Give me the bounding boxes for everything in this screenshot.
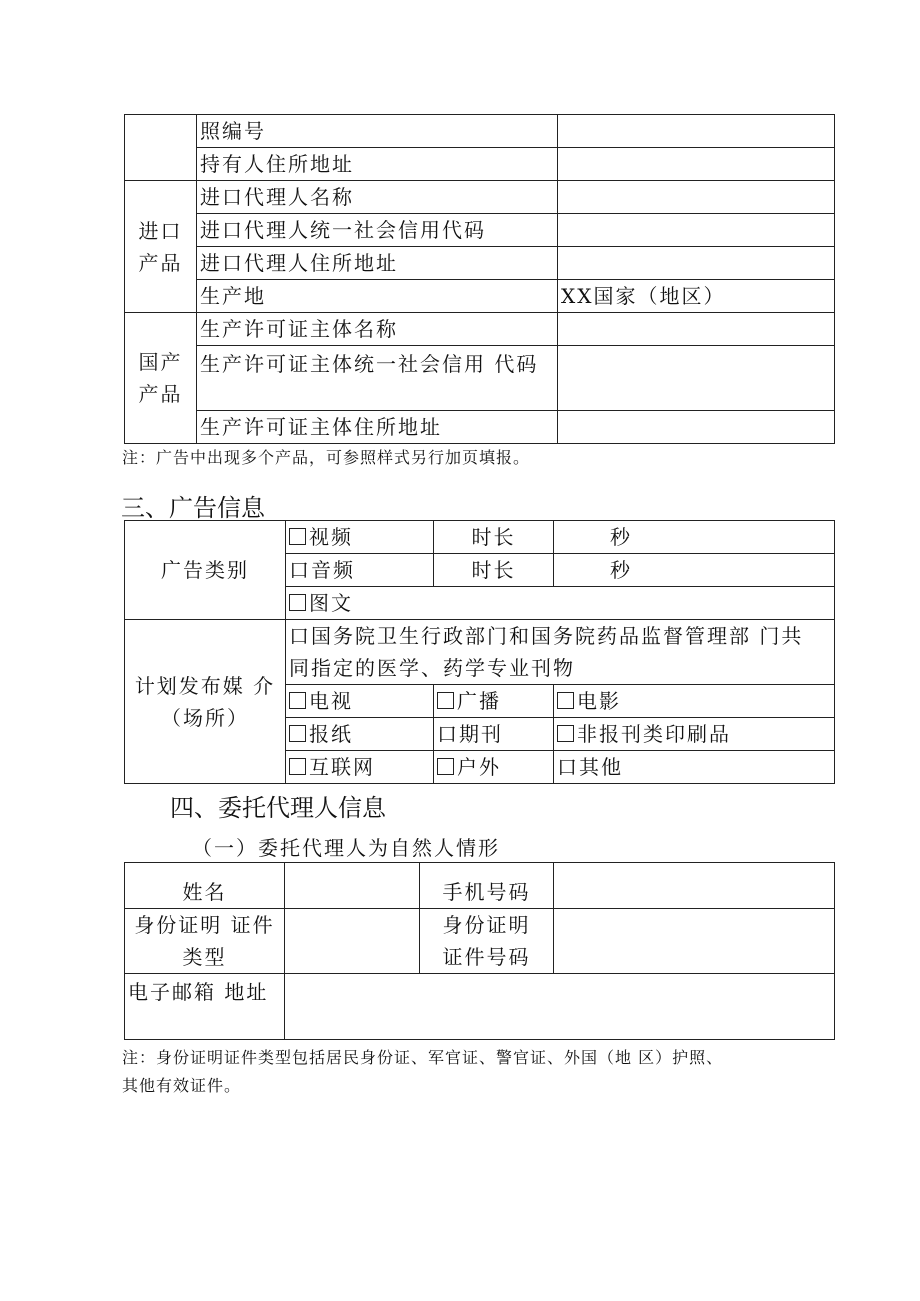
id-type-label [125, 909, 285, 974]
media-label-line1: 计划发布媒 介 [134, 673, 276, 698]
agent-info-table [124, 862, 835, 1040]
audio-duration-field[interactable] [554, 554, 835, 587]
video-seconds-label: 秒 [610, 525, 632, 549]
video-duration-label: 时长 [434, 521, 554, 554]
journal-text-line1: 国务院卫生行政部门和国务院药品监督管理部 门共 [311, 624, 804, 648]
periodical-checkbox[interactable]: 口 [437, 722, 459, 746]
license-entity-address-label: 生产许可证主体住所地址 [197, 411, 558, 444]
holder-address-label: 持有人住所地址 [197, 148, 558, 181]
other-label: 其他 [579, 755, 623, 779]
periodical-label: 期刊 [459, 722, 503, 746]
license-number-label: 照编号 [197, 115, 558, 148]
domestic-label-line2: 产品 [138, 382, 183, 406]
agent-note-line1: 注：身份证明证件类型包括居民身份证、军官证、警官证、外国（地 区）护照、 [122, 1048, 724, 1067]
newspaper-label: 报纸 [309, 722, 353, 746]
import-label-line2: 产品 [138, 250, 183, 275]
import-agent-credit-code-label: 进口代理人统一社会信用代码 [197, 214, 558, 247]
non-print-checkbox[interactable] [557, 725, 574, 742]
film-option[interactable] [554, 685, 835, 718]
product-info-table [124, 114, 835, 444]
other-option[interactable] [554, 751, 835, 784]
import-product-group-label [125, 181, 197, 313]
license-entity-name-value[interactable] [558, 313, 835, 346]
id-number-label-line2: 证件号码 [442, 945, 531, 969]
tv-checkbox[interactable] [289, 692, 306, 709]
audio-seconds-label: 秒 [610, 558, 632, 582]
section3-title: 三、广告信息 [121, 494, 265, 522]
license-entity-name-label: 生产许可证主体名称 [197, 313, 558, 346]
internet-checkbox[interactable] [289, 758, 306, 775]
periodical-option[interactable] [434, 718, 554, 751]
graphic-checkbox[interactable] [289, 594, 306, 611]
import-agent-credit-code-value[interactable] [558, 214, 835, 247]
other-checkbox[interactable]: 口 [557, 755, 579, 779]
journal-option[interactable] [286, 620, 835, 685]
media-label [125, 620, 286, 784]
holder-address-value[interactable] [558, 148, 835, 181]
import-agent-name-label: 进口代理人名称 [197, 181, 558, 214]
non-print-label: 非报刊类印刷品 [577, 722, 731, 746]
domestic-product-group-label [125, 313, 197, 444]
graphic-option[interactable] [286, 587, 835, 620]
video-option[interactable] [286, 521, 434, 554]
media-label-line2: （场所） [161, 705, 249, 730]
import-agent-name-value[interactable] [558, 181, 835, 214]
audio-checkbox[interactable]: 口 [289, 558, 311, 582]
phone-label: 手机号码 [420, 863, 554, 909]
import-agent-address-label: 进口代理人住所地址 [197, 247, 558, 280]
broadcast-checkbox[interactable] [437, 692, 454, 709]
origin-label: 生产地 [197, 280, 558, 313]
license-entity-credit-code-label: 生产许可证主体统一社会信用 代码 [197, 346, 558, 411]
id-number-value[interactable] [554, 909, 835, 974]
name-label: 姓名 [125, 863, 285, 909]
blank-group-cell [125, 115, 197, 181]
section4-subtitle: （一）委托代理人为自然人情形 [192, 836, 500, 860]
id-number-label [420, 909, 554, 974]
email-value[interactable] [285, 974, 835, 1040]
name-value[interactable] [285, 863, 420, 909]
newspaper-option[interactable] [286, 718, 434, 751]
video-label: 视频 [309, 525, 353, 549]
journal-text-line2: 同指定的医学、药学专业刊物 [289, 656, 575, 680]
non-print-option[interactable] [554, 718, 835, 751]
ad-category-label: 广告类别 [125, 521, 286, 620]
phone-value[interactable] [554, 863, 835, 909]
import-label-line1: 进口 [138, 218, 183, 243]
product-note: 注：广告中出现多个产品，可参照样式另行加页填报。 [122, 448, 531, 467]
video-checkbox[interactable] [289, 528, 306, 545]
id-type-value[interactable] [285, 909, 420, 974]
internet-label: 互联网 [309, 755, 375, 779]
outdoor-checkbox[interactable] [437, 758, 454, 775]
license-entity-address-value[interactable] [558, 411, 835, 444]
id-type-label-line2: 类型 [182, 945, 227, 969]
audio-duration-label: 时长 [434, 554, 554, 587]
broadcast-label: 广播 [457, 689, 501, 713]
id-number-label-line1: 身份证明 [442, 913, 531, 937]
email-label: 电子邮箱 地址 [125, 974, 285, 1040]
audio-label: 音频 [311, 558, 355, 582]
domestic-label-line1: 国产 [138, 350, 183, 374]
tv-option[interactable] [286, 685, 434, 718]
license-number-value[interactable] [558, 115, 835, 148]
internet-option[interactable] [286, 751, 434, 784]
license-entity-credit-code-value[interactable] [558, 346, 835, 411]
journal-checkbox[interactable]: 口 [289, 624, 311, 648]
broadcast-option[interactable] [434, 685, 554, 718]
tv-label: 电视 [309, 689, 353, 713]
import-agent-address-value[interactable] [558, 247, 835, 280]
id-type-label-line1: 身份证明 证件 [134, 913, 275, 937]
ad-info-table [124, 520, 835, 784]
outdoor-label: 户外 [457, 755, 501, 779]
origin-value[interactable]: XX国家（地区） [558, 280, 835, 313]
agent-note-line2: 其他有效证件。 [122, 1076, 242, 1095]
film-checkbox[interactable] [557, 692, 574, 709]
newspaper-checkbox[interactable] [289, 725, 306, 742]
section4-title: 四、委托代理人信息 [170, 794, 386, 822]
audio-option[interactable] [286, 554, 434, 587]
graphic-label: 图文 [309, 591, 353, 615]
outdoor-option[interactable] [434, 751, 554, 784]
film-label: 电影 [577, 689, 621, 713]
video-duration-field[interactable] [554, 521, 835, 554]
